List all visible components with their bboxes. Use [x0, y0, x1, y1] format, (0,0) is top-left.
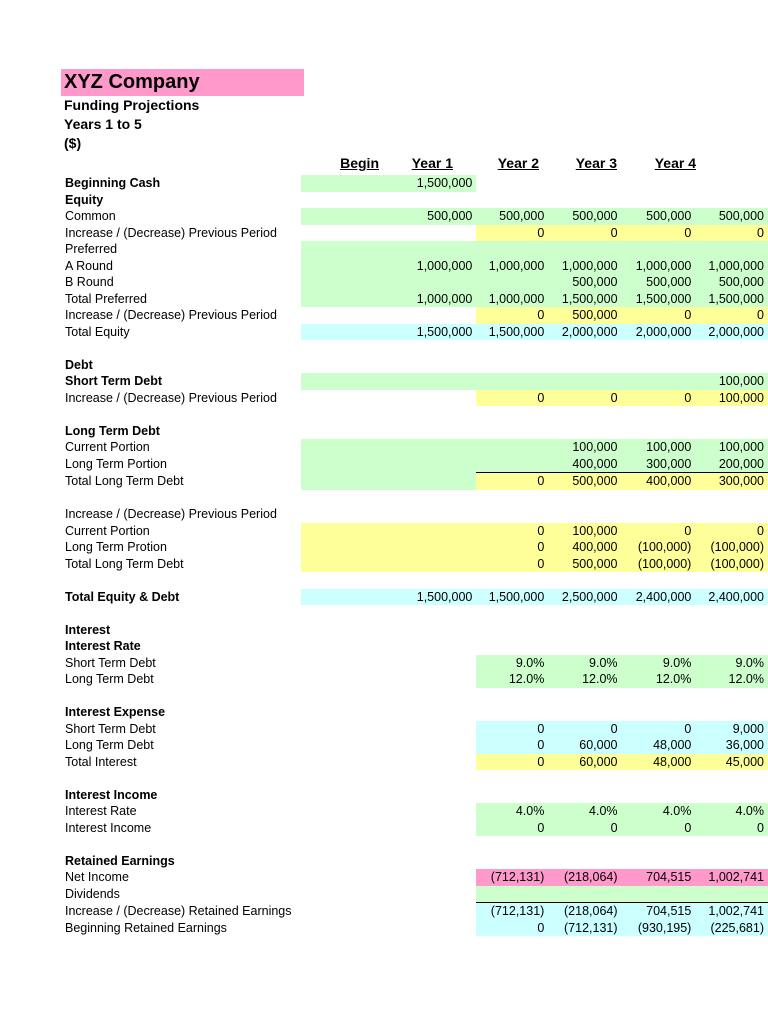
- cell-year-1[interactable]: (712,131): [476, 903, 548, 920]
- cell-year-3[interactable]: 0: [622, 721, 696, 738]
- cell-year-2[interactable]: 0: [548, 820, 621, 837]
- cell-begin[interactable]: [301, 803, 477, 820]
- cell-year-2[interactable]: [548, 506, 621, 523]
- table-row: [61, 274, 768, 291]
- cell-year-2[interactable]: 500,000: [548, 274, 621, 291]
- cell-begin[interactable]: [301, 192, 477, 209]
- cell-year-4[interactable]: 100,000: [695, 390, 768, 407]
- table-row: [61, 473, 768, 490]
- cell-begin[interactable]: 1,500,000: [301, 175, 477, 192]
- cell-year-1[interactable]: [476, 853, 548, 870]
- cell-year-3[interactable]: [622, 192, 696, 209]
- cell-year-3[interactable]: 0: [622, 225, 696, 242]
- column-header-year-3: Year 3: [575, 155, 617, 171]
- cell-year-2[interactable]: [548, 373, 621, 390]
- cell-year-4[interactable]: 36,000: [695, 737, 768, 754]
- cell-year-1[interactable]: [476, 274, 548, 291]
- cell-begin[interactable]: [301, 439, 477, 456]
- cell-year-1[interactable]: 0: [476, 523, 548, 540]
- cell-year-1[interactable]: [476, 241, 548, 258]
- cell-year-2[interactable]: 0: [548, 225, 621, 242]
- cell-year-1[interactable]: 1,500,000: [476, 324, 548, 341]
- cell-begin[interactable]: [301, 274, 477, 291]
- cell-year-1[interactable]: [476, 456, 548, 473]
- cell-year-2[interactable]: 1,000,000: [548, 258, 621, 275]
- cell-year-3[interactable]: 704,515: [622, 869, 696, 886]
- cell-year-3[interactable]: 0: [622, 820, 696, 837]
- cell-year-4[interactable]: 0: [695, 820, 768, 837]
- table-row: [61, 324, 768, 341]
- cell-year-1[interactable]: 0: [476, 754, 548, 771]
- cell-year-2[interactable]: [548, 787, 621, 804]
- cell-year-1[interactable]: 0: [476, 920, 548, 937]
- cell-year-4[interactable]: 4.0%: [695, 803, 768, 820]
- cell-year-1[interactable]: [476, 357, 548, 374]
- cell-year-4[interactable]: (225,681): [695, 920, 768, 937]
- table-row: [61, 589, 768, 606]
- cell-year-3[interactable]: [622, 638, 696, 655]
- cell-year-1[interactable]: [476, 506, 548, 523]
- cell-year-2[interactable]: 1,500,000: [548, 291, 621, 308]
- cell-year-4[interactable]: 0: [695, 225, 768, 242]
- table-row: [61, 208, 768, 225]
- cell-year-2[interactable]: (218,064): [548, 903, 621, 920]
- cell-year-4[interactable]: 500,000: [695, 208, 768, 225]
- funding-projections-table: [61, 175, 768, 936]
- cell-year-4[interactable]: 1,002,741: [695, 903, 768, 920]
- cell-year-4[interactable]: 100,000: [695, 439, 768, 456]
- table-row: [61, 787, 768, 804]
- report-period: Years 1 to 5: [64, 116, 142, 132]
- cell-year-3[interactable]: 0: [622, 390, 696, 407]
- table-row: [61, 820, 768, 837]
- cell-begin[interactable]: 1,500,000: [301, 589, 477, 606]
- cell-year-4[interactable]: [695, 357, 768, 374]
- cell-year-2[interactable]: [548, 853, 621, 870]
- cell-year-1[interactable]: [476, 373, 548, 390]
- cell-begin[interactable]: [301, 903, 477, 920]
- row-label: Net Income: [65, 870, 129, 884]
- spacer-cell: [61, 406, 768, 423]
- table-row: [61, 655, 768, 672]
- cell-year-1[interactable]: 0: [476, 539, 548, 556]
- cell-year-2[interactable]: 500,000: [548, 208, 621, 225]
- table-row: [61, 390, 768, 407]
- row-label: Total Interest: [65, 754, 137, 769]
- row-label: Short Term Debt: [65, 374, 162, 388]
- cell-year-3[interactable]: [622, 853, 696, 870]
- spacer-row: [61, 406, 768, 423]
- cell-year-1[interactable]: [476, 175, 548, 192]
- cell-year-4[interactable]: [695, 886, 768, 903]
- cell-begin[interactable]: [301, 869, 477, 886]
- cell-year-2[interactable]: 400,000: [548, 456, 621, 473]
- row-label: B Round: [65, 275, 114, 289]
- cell-begin[interactable]: [301, 423, 477, 440]
- row-label: Debt: [65, 357, 93, 372]
- cell-year-3[interactable]: 48,000: [622, 737, 696, 754]
- cell-year-2[interactable]: (712,131): [548, 920, 621, 937]
- cell-year-4[interactable]: 0: [695, 307, 768, 324]
- cell-year-2[interactable]: 0: [548, 390, 621, 407]
- cell-begin[interactable]: [301, 638, 477, 655]
- cell-year-1[interactable]: 1,500,000: [476, 589, 548, 606]
- cell-year-2[interactable]: 100,000: [548, 523, 621, 540]
- table-row: [61, 192, 768, 209]
- cell-year-2[interactable]: 500,000: [548, 307, 621, 324]
- cell-year-2[interactable]: 500,000: [548, 473, 621, 490]
- table-row: [61, 704, 768, 721]
- cell-begin[interactable]: 500,000: [301, 208, 477, 225]
- cell-year-2[interactable]: 12.0%: [548, 671, 621, 688]
- cell-year-3[interactable]: (100,000): [622, 556, 696, 573]
- row-label: Short Term Debt: [65, 655, 156, 670]
- row-label: Interest: [65, 622, 111, 637]
- spacer-cell: [61, 836, 768, 853]
- cell-year-1[interactable]: 0: [476, 820, 548, 837]
- row-label: Interest Rate: [65, 804, 137, 818]
- cell-begin[interactable]: [301, 390, 477, 407]
- cell-year-4[interactable]: 500,000: [695, 274, 768, 291]
- cell-begin[interactable]: [301, 307, 477, 324]
- cell-year-4[interactable]: 2,400,000: [695, 589, 768, 606]
- table-row: [61, 721, 768, 738]
- cell-year-4[interactable]: [695, 175, 768, 192]
- column-header-year-2: Year 2: [497, 155, 539, 171]
- cell-year-4[interactable]: [695, 853, 768, 870]
- table-row: [61, 803, 768, 820]
- row-label: Common: [65, 209, 116, 223]
- cell-year-3[interactable]: (100,000): [622, 539, 696, 556]
- cell-year-4[interactable]: 9.0%: [695, 655, 768, 672]
- report-title: Funding Projections: [64, 97, 200, 113]
- spacer-cell: [61, 605, 768, 622]
- cell-year-1[interactable]: (712,131): [476, 869, 548, 886]
- table-row: [61, 225, 768, 242]
- cell-begin[interactable]: [301, 721, 477, 738]
- cell-year-4[interactable]: 45,000: [695, 754, 768, 771]
- cell-year-3[interactable]: 0: [622, 307, 696, 324]
- cell-begin[interactable]: 1,000,000: [301, 291, 477, 308]
- table-row: [61, 920, 768, 937]
- cell-year-2[interactable]: (218,064): [548, 869, 621, 886]
- cell-year-1[interactable]: [476, 423, 548, 440]
- cell-year-3[interactable]: 2,000,000: [622, 324, 696, 341]
- company-name: XYZ Company: [61, 69, 304, 96]
- row-label: Total Preferred: [65, 291, 147, 306]
- row-label: Interest Income: [65, 787, 158, 802]
- cell-year-1[interactable]: [476, 622, 548, 639]
- cell-year-3[interactable]: 100,000: [622, 439, 696, 456]
- table-row: [61, 175, 768, 192]
- cell-year-2[interactable]: 60,000: [548, 754, 621, 771]
- cell-year-4[interactable]: 1,000,000: [695, 258, 768, 275]
- row-label: Current Portion: [65, 440, 150, 454]
- cell-year-1[interactable]: 9.0%: [476, 655, 548, 672]
- row-label: Increase / (Decrease) Previous Period: [65, 225, 277, 240]
- spacer-cell: [61, 340, 768, 357]
- cell-year-4[interactable]: 1,002,741: [695, 869, 768, 886]
- table-row: [61, 539, 768, 556]
- cell-year-4[interactable]: 100,000: [695, 373, 768, 390]
- spacer-row: [61, 490, 768, 507]
- cell-year-1[interactable]: 0: [476, 307, 548, 324]
- column-header-begin: Begin: [340, 155, 379, 171]
- cell-begin[interactable]: [301, 225, 477, 242]
- row-label: Beginning Cash: [65, 176, 161, 190]
- cell-year-3[interactable]: 2,400,000: [622, 589, 696, 606]
- cell-year-2[interactable]: 2,500,000: [548, 589, 621, 606]
- cell-begin[interactable]: [301, 737, 477, 754]
- cell-year-2[interactable]: 60,000: [548, 737, 621, 754]
- row-label: Increase / (Decrease) Previous Period: [65, 507, 277, 521]
- cell-year-2[interactable]: [548, 886, 621, 903]
- cell-year-1[interactable]: 0: [476, 225, 548, 242]
- cell-begin[interactable]: [301, 622, 477, 639]
- row-label: A Round: [65, 258, 113, 273]
- cell-year-3[interactable]: [622, 423, 696, 440]
- cell-year-1[interactable]: 4.0%: [476, 803, 548, 820]
- cell-year-4[interactable]: 1,500,000: [695, 291, 768, 308]
- cell-year-3[interactable]: (930,195): [622, 920, 696, 937]
- row-label: Dividends: [65, 886, 120, 901]
- cell-year-3[interactable]: 1,000,000: [622, 258, 696, 275]
- cell-year-3[interactable]: 704,515: [622, 903, 696, 920]
- spacer-cell: [61, 490, 768, 507]
- cell-begin[interactable]: 1,500,000: [301, 324, 477, 341]
- row-label: Total Long Term Debt: [65, 556, 184, 571]
- cell-year-4[interactable]: 9,000: [695, 721, 768, 738]
- row-label: Beginning Retained Earnings: [65, 920, 227, 935]
- cell-begin[interactable]: [301, 556, 477, 573]
- cell-year-3[interactable]: 12.0%: [622, 671, 696, 688]
- title-block: [61, 69, 304, 153]
- cell-year-1[interactable]: [476, 638, 548, 655]
- table-row: [61, 523, 768, 540]
- cell-year-2[interactable]: 100,000: [548, 439, 621, 456]
- cell-year-3[interactable]: 500,000: [622, 208, 696, 225]
- row-label: Increase / (Decrease) Previous Period: [65, 390, 277, 405]
- cell-year-1[interactable]: 12.0%: [476, 671, 548, 688]
- table-row: [61, 903, 768, 920]
- cell-year-4[interactable]: 0: [695, 523, 768, 540]
- cell-year-3[interactable]: 300,000: [622, 456, 696, 473]
- cell-begin[interactable]: 1,000,000: [301, 258, 477, 275]
- cell-year-2[interactable]: [548, 622, 621, 639]
- table-row: [61, 556, 768, 573]
- cell-year-1[interactable]: [476, 886, 548, 903]
- row-label: Total Equity & Debt: [65, 589, 180, 604]
- cell-year-4[interactable]: [695, 241, 768, 258]
- row-label: Interest Income: [65, 820, 152, 835]
- row-label: Equity: [65, 192, 104, 207]
- cell-begin[interactable]: [301, 704, 477, 721]
- table-row: [61, 869, 768, 886]
- row-label: Long Term Debt: [65, 423, 160, 438]
- cell-year-4[interactable]: [695, 423, 768, 440]
- cell-begin[interactable]: [301, 655, 477, 672]
- table-row: [61, 737, 768, 754]
- table-row: [61, 506, 768, 523]
- cell-begin[interactable]: [301, 373, 477, 390]
- row-label: Interest Expense: [65, 705, 166, 719]
- cell-year-2[interactable]: [548, 704, 621, 721]
- cell-year-2[interactable]: 500,000: [548, 556, 621, 573]
- row-label: Short Term Debt: [65, 721, 156, 736]
- table-row: [61, 754, 768, 771]
- table-row: [61, 638, 768, 655]
- row-label: Total Equity: [65, 324, 130, 339]
- table-row: [61, 291, 768, 308]
- row-label: Increase / (Decrease) Previous Period: [65, 308, 277, 322]
- cell-begin[interactable]: [301, 853, 477, 870]
- report-units: ($): [64, 135, 82, 151]
- spacer-cell: [61, 688, 768, 705]
- row-label: Increase / (Decrease) Retained Earnings: [65, 903, 292, 918]
- cell-year-4[interactable]: 12.0%: [695, 671, 768, 688]
- cell-year-2[interactable]: 4.0%: [548, 803, 621, 820]
- cell-year-1[interactable]: 0: [476, 556, 548, 573]
- cell-year-3[interactable]: 500,000: [622, 274, 696, 291]
- cell-year-4[interactable]: 2,000,000: [695, 324, 768, 341]
- table-row: [61, 622, 768, 639]
- cell-begin[interactable]: [301, 523, 477, 540]
- table-row: [61, 671, 768, 688]
- spacer-row: [61, 770, 768, 787]
- cell-year-4[interactable]: (100,000): [695, 539, 768, 556]
- cell-year-2[interactable]: 2,000,000: [548, 324, 621, 341]
- cell-year-3[interactable]: [622, 886, 696, 903]
- cell-year-4[interactable]: [695, 704, 768, 721]
- table-row: [61, 258, 768, 275]
- cell-year-3[interactable]: 48,000: [622, 754, 696, 771]
- cell-year-2[interactable]: [548, 423, 621, 440]
- spacer-row: [61, 688, 768, 705]
- cell-year-1[interactable]: 0: [476, 737, 548, 754]
- cell-year-2[interactable]: [548, 192, 621, 209]
- cell-begin[interactable]: [301, 787, 477, 804]
- spacer-cell: [61, 770, 768, 787]
- cell-begin[interactable]: [301, 539, 477, 556]
- cell-year-3[interactable]: 1,500,000: [622, 291, 696, 308]
- row-label: Long Term Portion: [65, 456, 167, 471]
- cell-year-3[interactable]: 4.0%: [622, 803, 696, 820]
- row-label: Long Term Debt: [65, 672, 154, 686]
- cell-year-1[interactable]: 1,000,000: [476, 258, 548, 275]
- cell-year-2[interactable]: 9.0%: [548, 655, 621, 672]
- cell-year-2[interactable]: [548, 241, 621, 258]
- cell-year-3[interactable]: [622, 622, 696, 639]
- cell-year-1[interactable]: 500,000: [476, 208, 548, 225]
- cell-year-1[interactable]: 0: [476, 390, 548, 407]
- cell-year-3[interactable]: [622, 357, 696, 374]
- row-label: Long Term Debt: [65, 738, 154, 752]
- cell-year-3[interactable]: [622, 506, 696, 523]
- spacer-row: [61, 340, 768, 357]
- table-row: [61, 886, 768, 903]
- cell-year-4[interactable]: 200,000: [695, 456, 768, 473]
- cell-begin[interactable]: [301, 671, 477, 688]
- column-header-year-1: Year 1: [411, 155, 453, 171]
- cell-year-3[interactable]: 400,000: [622, 473, 696, 490]
- table-row: [61, 373, 768, 390]
- row-label: Retained Earnings: [65, 853, 175, 868]
- cell-year-2[interactable]: [548, 357, 621, 374]
- spacer-row: [61, 572, 768, 589]
- cell-year-4[interactable]: [695, 506, 768, 523]
- column-header-year-4: Year 4: [654, 155, 696, 171]
- cell-year-1[interactable]: [476, 439, 548, 456]
- table-row: [61, 853, 768, 870]
- table-row: [61, 307, 768, 324]
- table-row: [61, 456, 768, 473]
- cell-year-1[interactable]: [476, 704, 548, 721]
- cell-year-4[interactable]: [695, 622, 768, 639]
- cell-year-1[interactable]: [476, 192, 548, 209]
- cell-year-2[interactable]: 400,000: [548, 539, 621, 556]
- cell-year-3[interactable]: [622, 373, 696, 390]
- cell-begin[interactable]: [301, 754, 477, 771]
- cell-year-3[interactable]: [622, 175, 696, 192]
- spacer-row: [61, 605, 768, 622]
- cell-year-4[interactable]: (100,000): [695, 556, 768, 573]
- cell-year-4[interactable]: [695, 638, 768, 655]
- cell-year-1[interactable]: 1,000,000: [476, 291, 548, 308]
- cell-begin[interactable]: [301, 456, 477, 473]
- cell-begin[interactable]: [301, 886, 477, 903]
- cell-begin[interactable]: [301, 820, 477, 837]
- table-row: [61, 423, 768, 440]
- row-label: Current Portion: [65, 523, 150, 538]
- table-row: [61, 357, 768, 374]
- cell-begin[interactable]: [301, 357, 477, 374]
- cell-year-3[interactable]: [622, 787, 696, 804]
- cell-year-1[interactable]: 0: [476, 473, 548, 490]
- cell-year-1[interactable]: 0: [476, 721, 548, 738]
- row-label: Interest Rate: [65, 639, 141, 653]
- spacer-row: [61, 836, 768, 853]
- cell-begin[interactable]: [301, 241, 477, 258]
- row-label: Long Term Protion: [65, 540, 167, 554]
- cell-year-3[interactable]: 9.0%: [622, 655, 696, 672]
- cell-year-4[interactable]: [695, 787, 768, 804]
- cell-begin[interactable]: [301, 920, 477, 937]
- table-row: [61, 241, 768, 258]
- cell-year-3[interactable]: [622, 241, 696, 258]
- cell-begin[interactable]: [301, 473, 477, 490]
- cell-year-3[interactable]: [622, 704, 696, 721]
- spacer-cell: [61, 572, 768, 589]
- row-label: Preferred: [65, 242, 118, 256]
- cell-year-2[interactable]: [548, 638, 621, 655]
- table-row: [61, 439, 768, 456]
- row-label: Total Long Term Debt: [65, 473, 184, 488]
- cell-year-4[interactable]: [695, 192, 768, 209]
- cell-year-2[interactable]: 0: [548, 721, 621, 738]
- cell-year-1[interactable]: [476, 787, 548, 804]
- cell-year-2[interactable]: [548, 175, 621, 192]
- cell-year-3[interactable]: 0: [622, 523, 696, 540]
- cell-year-4[interactable]: 300,000: [695, 473, 768, 490]
- cell-begin[interactable]: [301, 506, 477, 523]
